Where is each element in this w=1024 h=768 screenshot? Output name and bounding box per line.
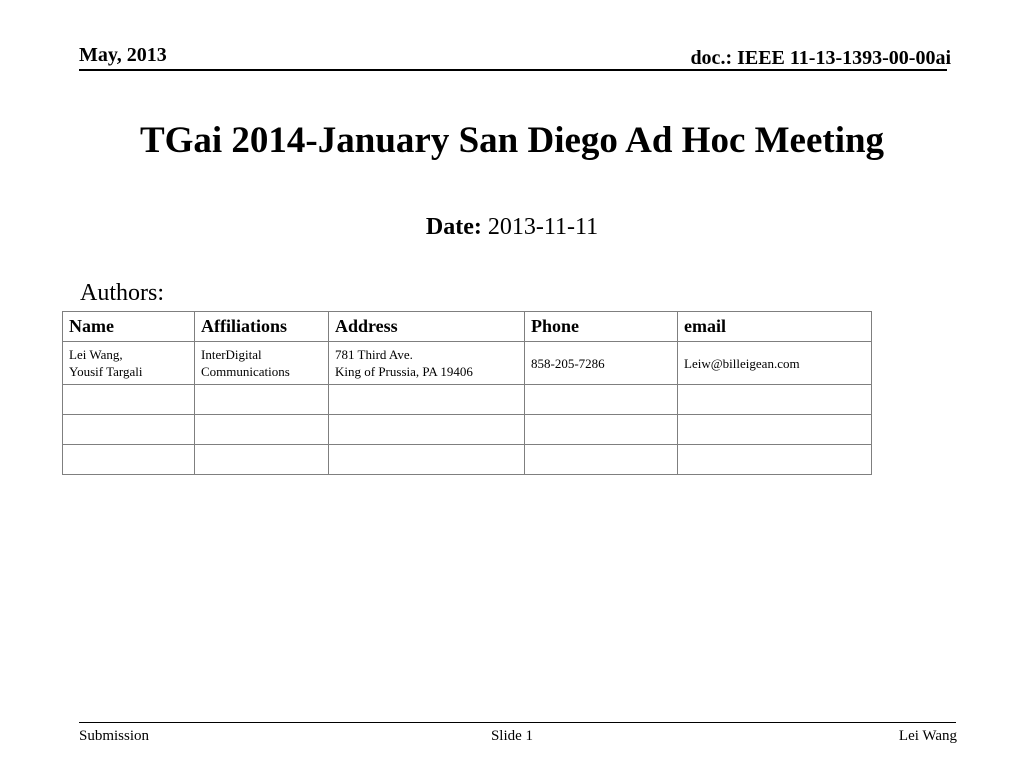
slide-title: TGai 2014-January San Diego Ad Hoc Meeting: [139, 120, 885, 161]
column-header-affiliations: Affiliations: [195, 312, 329, 342]
cell-affiliations-line: Communications: [201, 364, 290, 379]
authors-table: [62, 311, 872, 475]
column-header-name: Name: [63, 312, 195, 342]
cell-name: [63, 342, 195, 385]
cell-empty: [525, 385, 678, 415]
footer-slide-number: Slide 1: [490, 728, 534, 744]
cell-address: [329, 342, 525, 385]
table-row-empty: [63, 415, 872, 445]
cell-empty: [195, 415, 329, 445]
cell-affiliations-line: InterDigital: [201, 347, 262, 362]
table-row: [63, 342, 872, 385]
cell-empty: [678, 445, 872, 475]
cell-empty: [63, 415, 195, 445]
table-row-empty: [63, 445, 872, 475]
authors-table-header-row: [63, 312, 872, 342]
date-line: [0, 214, 1024, 241]
column-header-email: email: [678, 312, 872, 342]
cell-name-line: Lei Wang,: [69, 347, 123, 362]
cell-phone: 858-205-7286: [525, 342, 678, 385]
footer-author: Lei Wang: [898, 728, 957, 744]
cell-email: Leiw@billeigean.com: [678, 342, 872, 385]
date-label: Date:: [425, 214, 482, 240]
cell-empty: [329, 415, 525, 445]
cell-empty: [678, 385, 872, 415]
cell-name-line: Yousif Targali: [69, 364, 143, 379]
cell-empty: [525, 445, 678, 475]
footer-divider: [79, 722, 956, 723]
header-date: May, 2013: [79, 44, 167, 66]
cell-affiliations: [195, 342, 329, 385]
authors-label: Authors:: [80, 280, 164, 306]
date-value: 2013-11-11: [487, 214, 599, 240]
cell-address-line: 781 Third Ave.: [335, 347, 413, 362]
cell-empty: [329, 445, 525, 475]
cell-empty: [63, 385, 195, 415]
header-divider: [79, 69, 947, 71]
cell-empty: [195, 445, 329, 475]
column-header-address: Address: [329, 312, 525, 342]
cell-empty: [63, 445, 195, 475]
table-row-empty: [63, 385, 872, 415]
cell-empty: [678, 415, 872, 445]
cell-empty: [329, 385, 525, 415]
header-doc-id: doc.: IEEE 11-13-1393-00-00ai: [690, 47, 951, 69]
cell-empty: [195, 385, 329, 415]
cell-empty: [525, 415, 678, 445]
footer-submission: Submission: [79, 728, 150, 744]
cell-address-line: King of Prussia, PA 19406: [335, 364, 473, 379]
column-header-phone: Phone: [525, 312, 678, 342]
